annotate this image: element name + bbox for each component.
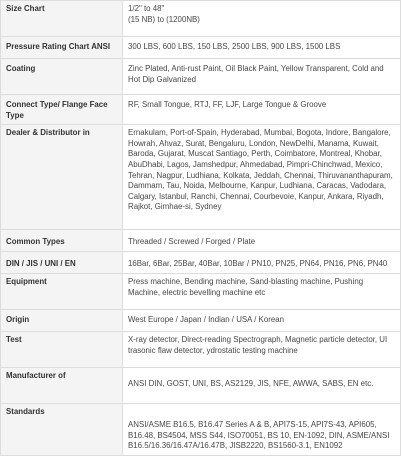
- spec-row: [1, 1, 401, 37]
- spec-value: [123, 95, 401, 125]
- spec-row: [1, 310, 401, 332]
- spec-row: [1, 37, 401, 59]
- spec-value: [123, 1, 401, 37]
- spec-value-line: Threaded / Screwed / Forged / Plate: [128, 237, 256, 247]
- spec-label: Coating: [1, 59, 123, 95]
- spec-label: Size Chart: [1, 1, 123, 37]
- spec-label: Pressure Rating Chart ANSI: [1, 37, 123, 59]
- spec-value-line: 16Bar, 6Bar, 25Bar, 40Bar, 10Bar / PN10, PN25, PN64, PN16, PN6, PN40: [128, 259, 388, 269]
- spec-label: Origin: [1, 310, 123, 332]
- spec-label: Common Types: [1, 230, 123, 252]
- spec-row: [1, 230, 401, 252]
- spec-value: [123, 37, 401, 59]
- spec-row: [1, 404, 401, 456]
- spec-value: [123, 332, 401, 368]
- spec-table-body: [1, 1, 401, 456]
- spec-row: [1, 59, 401, 95]
- spec-value: [123, 274, 401, 310]
- spec-value: [123, 230, 401, 252]
- spec-row: [1, 125, 401, 230]
- spec-row: [1, 95, 401, 125]
- spec-row: [1, 252, 401, 274]
- spec-label: Equipment: [1, 274, 123, 310]
- spec-value-line: Press machine, Bending machine, Sand-blasting machine, Pushing Machine, electric bevelling machine etc: [128, 277, 364, 297]
- spec-value: [123, 59, 401, 95]
- spec-value: [123, 125, 401, 230]
- spec-label: Manufacturer of: [1, 368, 123, 404]
- spec-label: DIN / JIS / UNI / EN: [1, 252, 123, 274]
- spec-value-line: 1/2" to 48": [128, 4, 165, 13]
- spec-label: Standards: [1, 404, 123, 456]
- spec-label: Dealer & Distributor in: [1, 125, 123, 230]
- spec-value: [123, 404, 401, 456]
- spec-value: [123, 368, 401, 404]
- spec-label: Test: [1, 332, 123, 368]
- spec-value-line: RF, Small Tongue, RTJ, FF, LJF, Large Tongue & Groove: [128, 100, 327, 109]
- spec-value-line: X-ray detector, Direct-reading Spectrograph, Magnetic particle detector, UI trasonic flaw detector, ydrostatic testing machine: [128, 335, 388, 355]
- spec-value-line: ANSI DIN, GOST, UNI, BS, AS2129, JIS, NFE, AWWA, SABS, EN etc.: [128, 379, 374, 389]
- spec-value-line: West Europe / Japan / Indian / USA / Korean: [128, 315, 285, 325]
- spec-row: [1, 332, 401, 368]
- spec-value-line: Ernakulam, Port-of-Spain, Hyderabad, Mumbai, Bogota, Indore, Bangalore, Howrah, Ahvaz, Surat, Bengaluru, London, NewDelhi, Manama, Kuwait, Baroda, Gujarat, Muscat Santiago, Perth, Coimbatore, Montreal, Khobar, AbuDhabi, Lagos, Jamshedpur, Ahmedabad, Pimpri-Chinchwad, Mexico, Tehran, Nagpur, Ludhiana, Kolkata, Jeddah, Chennai, Thiruvananthapuram, Dammam, Tau, Noida, Melbourne, Kanpur, Ludhiana, Caracas, Vadodara, Calgary, Istanbul, Ranchi, Chennai, Courbevoie, Kanpur, Ankara, Riyadh, Rajkot, Gimhae-si, Sydney: [128, 128, 393, 212]
- spec-row: [1, 274, 401, 310]
- spec-value-line: 300 LBS, 600 LBS, 150 LBS, 2500 LBS, 900 LBS, 1500 LBS: [128, 42, 341, 51]
- spec-value: [123, 310, 401, 332]
- spec-value-line: (15 NB) to (1200NB): [128, 14, 200, 24]
- spec-value-line: Zinc Plated, Anti-rust Paint, Oil Black Paint, Yellow Transparent, Cold and Hot Dip Galvanized: [128, 64, 384, 84]
- spec-row: [1, 368, 401, 404]
- spec-value: [123, 252, 401, 274]
- spec-label: Connect Type/ Flange Face Type: [1, 95, 123, 125]
- spec-value-line: ANSI/ASME B16.5, B16.47 Series A & B, API7S-15, API7S-43, API605, B16.48, BS4504, MSS S44, ISO70051, BS 10, EN-1092, DIN, ASME/ANSI B16.5/16.36/16.47A/16.47B, JISB2220, BS1560-3.1, EN1092: [128, 420, 390, 451]
